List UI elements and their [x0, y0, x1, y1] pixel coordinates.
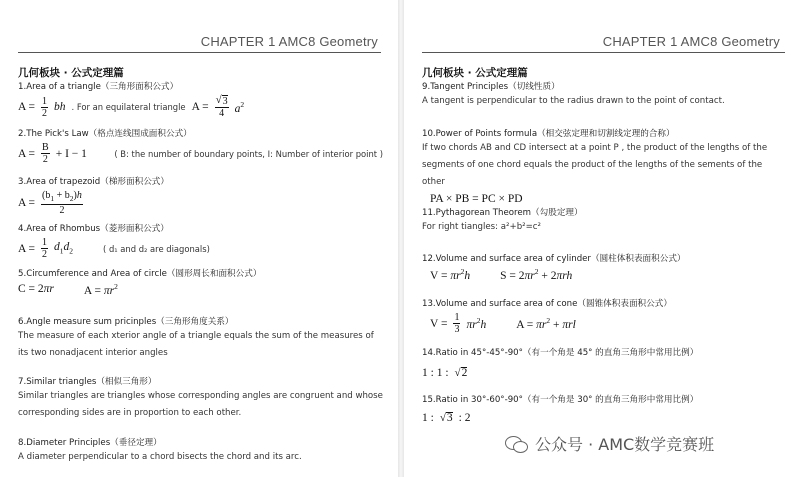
left-page	[0, 0, 398, 477]
item-heading: 15.Ratio in 30°-60°-90°（有一个角是 30° 的直角三角形中常用比例）	[422, 395, 699, 405]
right-page	[404, 0, 800, 477]
item-heading: 1.Area of a triangle（三角形面积公式）	[18, 82, 179, 92]
item-ratio-45	[422, 347, 787, 379]
item-heading: 14.Ratio in 45°-45°-90°（有一个角是 45° 的直角三角形中常用比例）	[422, 348, 699, 358]
item-tangent	[422, 81, 787, 110]
item-cone	[422, 298, 787, 335]
formula: A = $\frac{(b_1 + b_2)h}{2}$	[18, 190, 82, 216]
item-heading: 9.Tangent Principles（切线性质）	[422, 82, 560, 92]
item-heading: 6.Angle measure sum pricinples（三角形角度关系）	[18, 317, 234, 327]
formula: 1 : √ 3 : 2	[422, 412, 471, 424]
item-text: The measure of each xterior angle of a triangle equals the sum of the measures of its two nonadjacent interior angles	[18, 331, 374, 358]
item-trapezoid-area	[18, 176, 383, 216]
item-ratio-30	[422, 394, 787, 424]
section-title: 几何板块 · 公式定理篇	[18, 67, 124, 79]
item-rhombus-area	[18, 223, 383, 260]
watermark-text: 公众号 · AMC数学竞赛班	[535, 435, 715, 454]
item-text: If two chords AB and CD intersect at a point P , the product of the lengths of the segments of one chord equals the product of the lengths of the sements of the other	[422, 143, 768, 187]
item-cylinder	[422, 253, 787, 282]
item-text: For right tiangles: a²+b²=c²	[422, 222, 541, 232]
item-pythagorean	[422, 207, 787, 236]
item-text: Similar triangles are triangles whose corresponding angles are congruent and whose corresponding sides are in proportion to each other.	[18, 391, 383, 418]
item-angle-sum	[18, 316, 383, 362]
formula: PA × PB = PC × PD	[430, 193, 523, 205]
item-heading: 12.Volume and surface area of cylinder（圆柱体积表面积公式）	[422, 254, 686, 264]
item-heading: 13.Volume and surface area of cone（圆锥体积表面积公式）	[422, 299, 672, 309]
section-title: 几何板块 · 公式定理篇	[422, 67, 528, 79]
item-picks-law	[18, 128, 383, 165]
item-heading: 2.The Pick's Law（格点连线围成面积公式）	[18, 129, 192, 139]
formula: C = 2πr $A = \pi r^2$	[18, 282, 118, 297]
chapter-header: CHAPTER 1 AMC8 Geometry	[200, 34, 378, 49]
formula: V = $\frac{1}{3}$ $\pi r^2h$ $A = \pi r^2 + \pi rl$	[430, 312, 576, 335]
header-rule	[18, 52, 381, 53]
formula: $V = \pi r^2h$ $S = 2\pi r^2 + 2\pi rh$	[430, 267, 573, 282]
item-power-of-point	[422, 128, 787, 205]
item-heading: 5.Circumference and Area of circle（圆形周长和面积公式）	[18, 269, 262, 279]
item-similar-triangles	[18, 376, 383, 422]
item-heading: 4.Area of Rhombus（菱形面积公式）	[18, 224, 169, 234]
item-heading: 10.Power of Points formula（相交弦定理和切割线定理的合称）	[422, 129, 675, 139]
chapter-header: CHAPTER 1 AMC8 Geometry	[602, 34, 780, 49]
item-heading: 8.Diameter Principles（垂径定理）	[18, 438, 162, 448]
item-triangle-area	[18, 81, 383, 119]
item-heading: 3.Area of trapezoid（梯形面积公式）	[18, 177, 169, 187]
item-text: A tangent is perpendicular to the radius drawn to the point of contact.	[422, 96, 725, 106]
item-diameter	[18, 437, 383, 466]
wechat-icon	[505, 435, 529, 453]
watermark	[505, 432, 714, 455]
item-heading: 11.Pythagorean Theorem（勾股定理）	[422, 208, 583, 218]
header-rule	[422, 52, 785, 53]
item-heading: 7.Similar triangles（相似三角形）	[18, 377, 157, 387]
formula: A = $\frac{1}{2}$ $d_1d_2$ ( d₁ and d₂ are diagonals)	[18, 237, 210, 260]
formula: 1 : 1 : √ 2	[422, 367, 468, 379]
item-circle	[18, 268, 383, 297]
item-text: A diameter perpendicular to a chord bisects the chord and its arc.	[18, 452, 302, 462]
formula: A = $\frac{1}{2}$ bh . For an equilateral triangle A = √ 3 4 $a^2$	[18, 94, 245, 119]
formula: A = $\frac{B}{2}$ + I − 1 ( B: the number of boundary points, I: Number of interior point )	[18, 142, 383, 165]
